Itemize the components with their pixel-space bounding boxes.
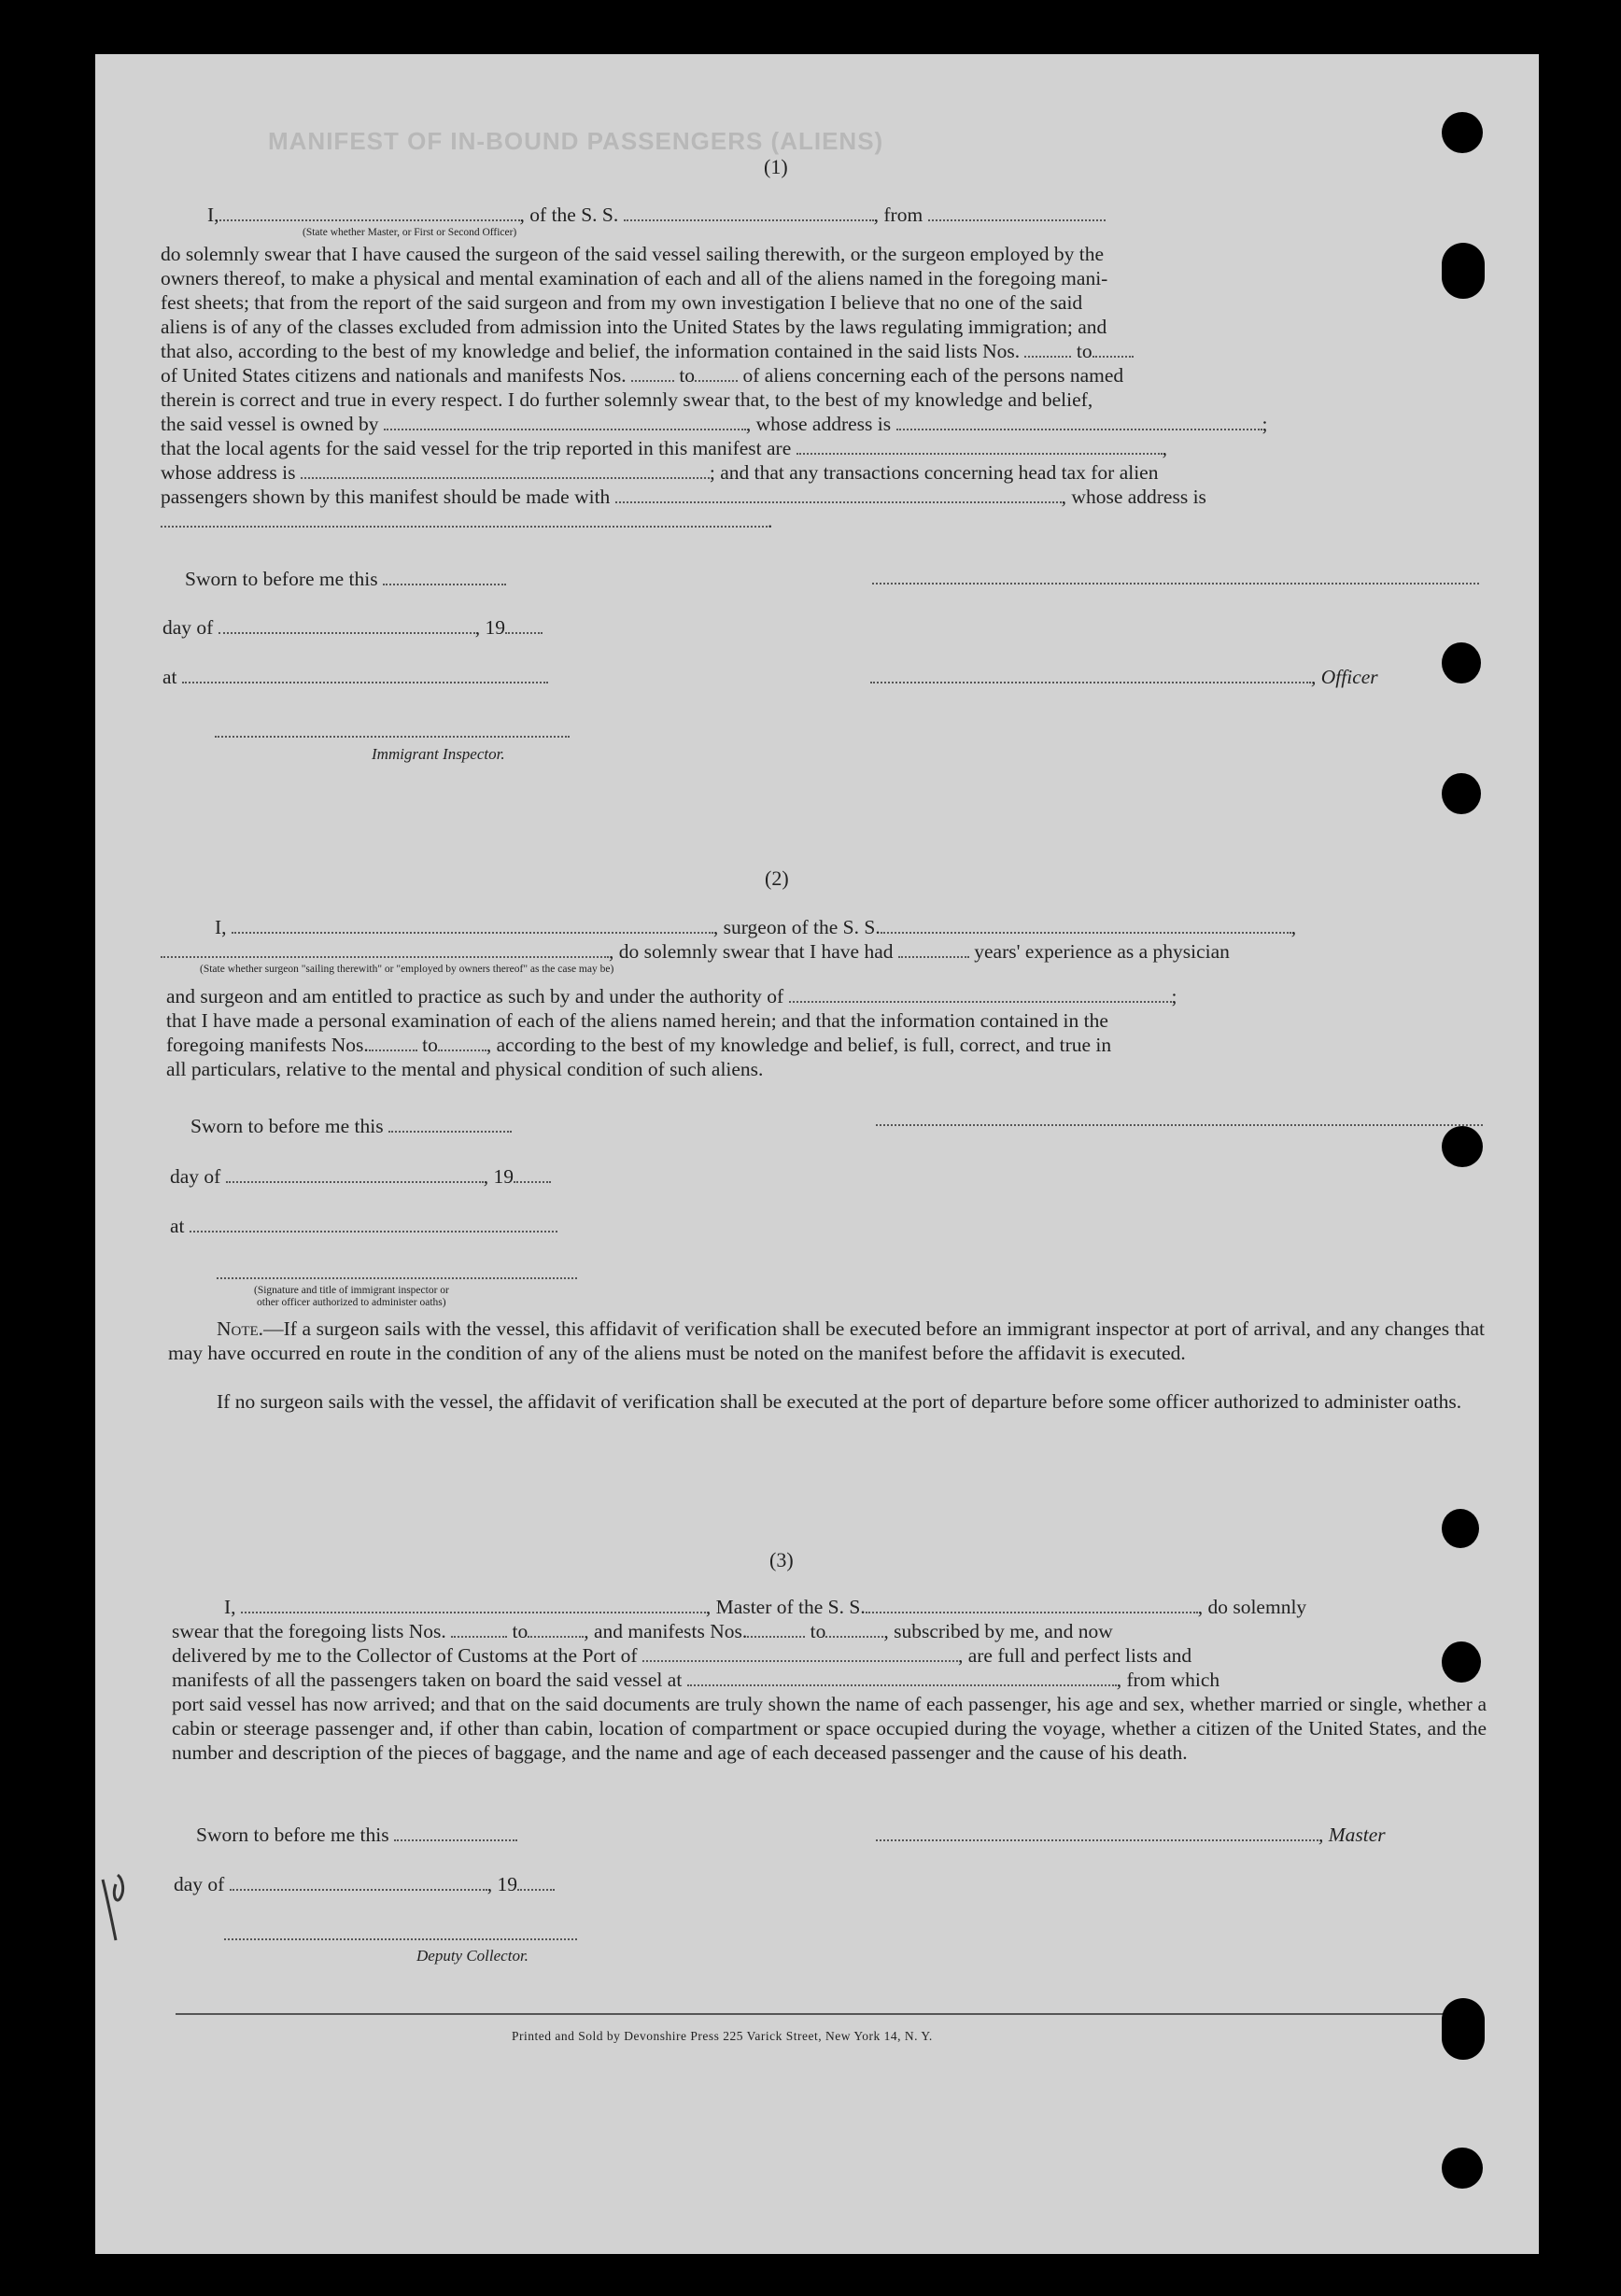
s2-sworn: Sworn to before me this xyxy=(190,1114,512,1138)
s3-deputy-sig-line xyxy=(224,1938,577,1940)
s1-address-line: whose address is ; and that any transactions concerning head tax for alien xyxy=(161,461,1159,484)
section-1-heading: (1) xyxy=(764,155,788,178)
s3-line-1: I, , Master of the S. S. , do solemnly xyxy=(224,1596,1307,1618)
s2-line-1: I, , surgeon of the S. S. , xyxy=(215,916,1297,938)
s3-master xyxy=(876,1823,1386,1847)
punch-hole xyxy=(1442,112,1483,153)
s2-surgeon-note: (State whether surgeon "sailing therewith" or "employed by owners thereof" as the case may be) xyxy=(200,964,614,975)
punch-hole xyxy=(1442,642,1481,683)
punch-hole xyxy=(1442,1641,1481,1683)
s1-passengers-line: passengers shown by this manifest should be made with , whose address is xyxy=(161,486,1206,508)
master-label: , Master xyxy=(1318,1824,1386,1846)
s2-note-2: If no surgeon sails with the vessel, the affidavit of verification shall be executed at the port of departure before some officer authorized to administer oaths. xyxy=(217,1390,1462,1413)
handwritten-mark xyxy=(95,1866,151,1950)
s1-address-end: . xyxy=(161,509,772,533)
s1-officer-note: (State whether Master, or First or Second Officer) xyxy=(303,227,517,238)
s2-at: at xyxy=(170,1214,557,1238)
s2-particulars: all particulars, relative to the mental and physical condition of such aliens. xyxy=(166,1058,764,1080)
s3-day: day of , 19 xyxy=(174,1872,555,1896)
punch-hole xyxy=(1442,243,1485,299)
s2-foregoing: foregoing manifests Nos. to , according to the best of my knowledge and belief, is full, correct, and true in xyxy=(166,1034,1112,1056)
s1-officer xyxy=(870,665,1378,689)
s2-day: day of , 19 xyxy=(170,1164,551,1189)
section-3-heading: (3) xyxy=(769,1548,794,1571)
s2-sig-note-2: other officer authorized to administer oaths) xyxy=(257,1297,446,1308)
s1-correct-line: therein is correct and true in every respect. I do further solemnly swear that, to the best of my knowledge and belief, xyxy=(161,388,1093,411)
officer-label: , Officer xyxy=(1311,666,1378,688)
s1-lists-line: that also, according to the best of my knowledge and belief, the information contained in the said lists Nos. to xyxy=(161,339,1134,363)
s3-manifests: manifests of all the passengers taken on board the said vessel at , from which xyxy=(172,1669,1220,1691)
s1-sworn: Sworn to before me this xyxy=(185,567,506,591)
s1-officer-sig-line-1 xyxy=(872,583,1479,585)
s1-agents-line: that the local agents for the said vessel for the trip reported in this manifest are , xyxy=(161,437,1167,459)
s3-deputy-label: Deputy Collector. xyxy=(416,1947,529,1965)
s2-note: Note.—If a surgeon sails with the vessel, this affidavit of verification shall be executed before an immigrant inspector at port of arrival, and any changes that may have occurred en route in the condition of any of the aliens must be noted on the manifest before the affidavit is executed. xyxy=(168,1317,1485,1365)
s3-body: port said vessel has now arrived; and that on the said documents are truly shown the name of each passenger, his age and sex, whether married or single, whether a cabin or steerage passenger and, if other than cabin, location of compartment or space occupied during the voyage, whether a citizen of the United States, and the number and description of the pieces of baggage, and the name and age of each deceased passenger and the cause of his death. xyxy=(172,1693,1487,1765)
punch-hole xyxy=(1442,2148,1483,2189)
s1-owned-line: the said vessel is owned by , whose address is ; xyxy=(161,413,1268,435)
s2-personal: that I have made a personal examination of each of the aliens named herein; and that the information contained in the xyxy=(166,1009,1108,1032)
s1-inspector-sig-line xyxy=(215,736,570,738)
footer-rule xyxy=(176,2013,1483,2015)
s1-body-4: aliens is of any of the classes excluded from admission into the United States by the laws regulating immigration; and xyxy=(161,316,1107,338)
punch-hole xyxy=(1442,1509,1479,1548)
section-2-heading: (2) xyxy=(765,866,789,890)
s1-citizens-line: of United States citizens and nationals and manifests Nos. to of aliens concerning each of the persons named xyxy=(161,364,1124,387)
s2-sig-note-1: (Signature and title of immigrant inspector or xyxy=(254,1285,449,1296)
s2-authority: and surgeon and am entitled to practice as such by and under the authority of ; xyxy=(166,985,1177,1007)
s1-body-3: fest sheets; that from the report of the said surgeon and from my own investigation I believe that no one of the said xyxy=(161,291,1083,314)
s1-day: day of , 19 xyxy=(162,615,543,640)
s1-body-1: do solemnly swear that I have caused the surgeon of the said vessel sailing therewith, or the surgeon employed by the xyxy=(161,243,1105,265)
s2-line-2: , do solemnly swear that I have had years' experience as a physician xyxy=(161,939,1230,964)
punch-hole xyxy=(1442,1998,1485,2060)
note-label: Note. xyxy=(217,1317,264,1340)
s2-inspector-sig-line xyxy=(217,1277,577,1279)
s2-sig-line xyxy=(876,1124,1483,1126)
s1-body-2: owners thereof, to make a physical and mental examination of each and all of the aliens named in the foregoing mani- xyxy=(161,267,1108,289)
s3-delivered: delivered by me to the Collector of Customs at the Port of , are full and perfect lists and xyxy=(172,1644,1192,1667)
bleed-through-title: MANIFEST OF IN-BOUND PASSENGERS (ALIENS) xyxy=(268,127,884,155)
form-page xyxy=(95,54,1539,2254)
s1-at: at xyxy=(162,665,548,689)
s1-inspector-label: Immigrant Inspector. xyxy=(372,745,505,763)
s3-sworn: Sworn to before me this xyxy=(196,1823,517,1847)
punch-hole xyxy=(1442,773,1481,814)
s1-line-1: I, , of the S. S. , from xyxy=(207,203,1106,227)
punch-hole xyxy=(1442,1126,1483,1167)
s3-lists: swear that the foregoing lists Nos. to , and manifests Nos. to , subscribed by me, and now xyxy=(172,1620,1113,1642)
printer-credit: Printed and Sold by Devonshire Press 225 Varick Street, New York 14, N. Y. xyxy=(512,2029,933,2043)
